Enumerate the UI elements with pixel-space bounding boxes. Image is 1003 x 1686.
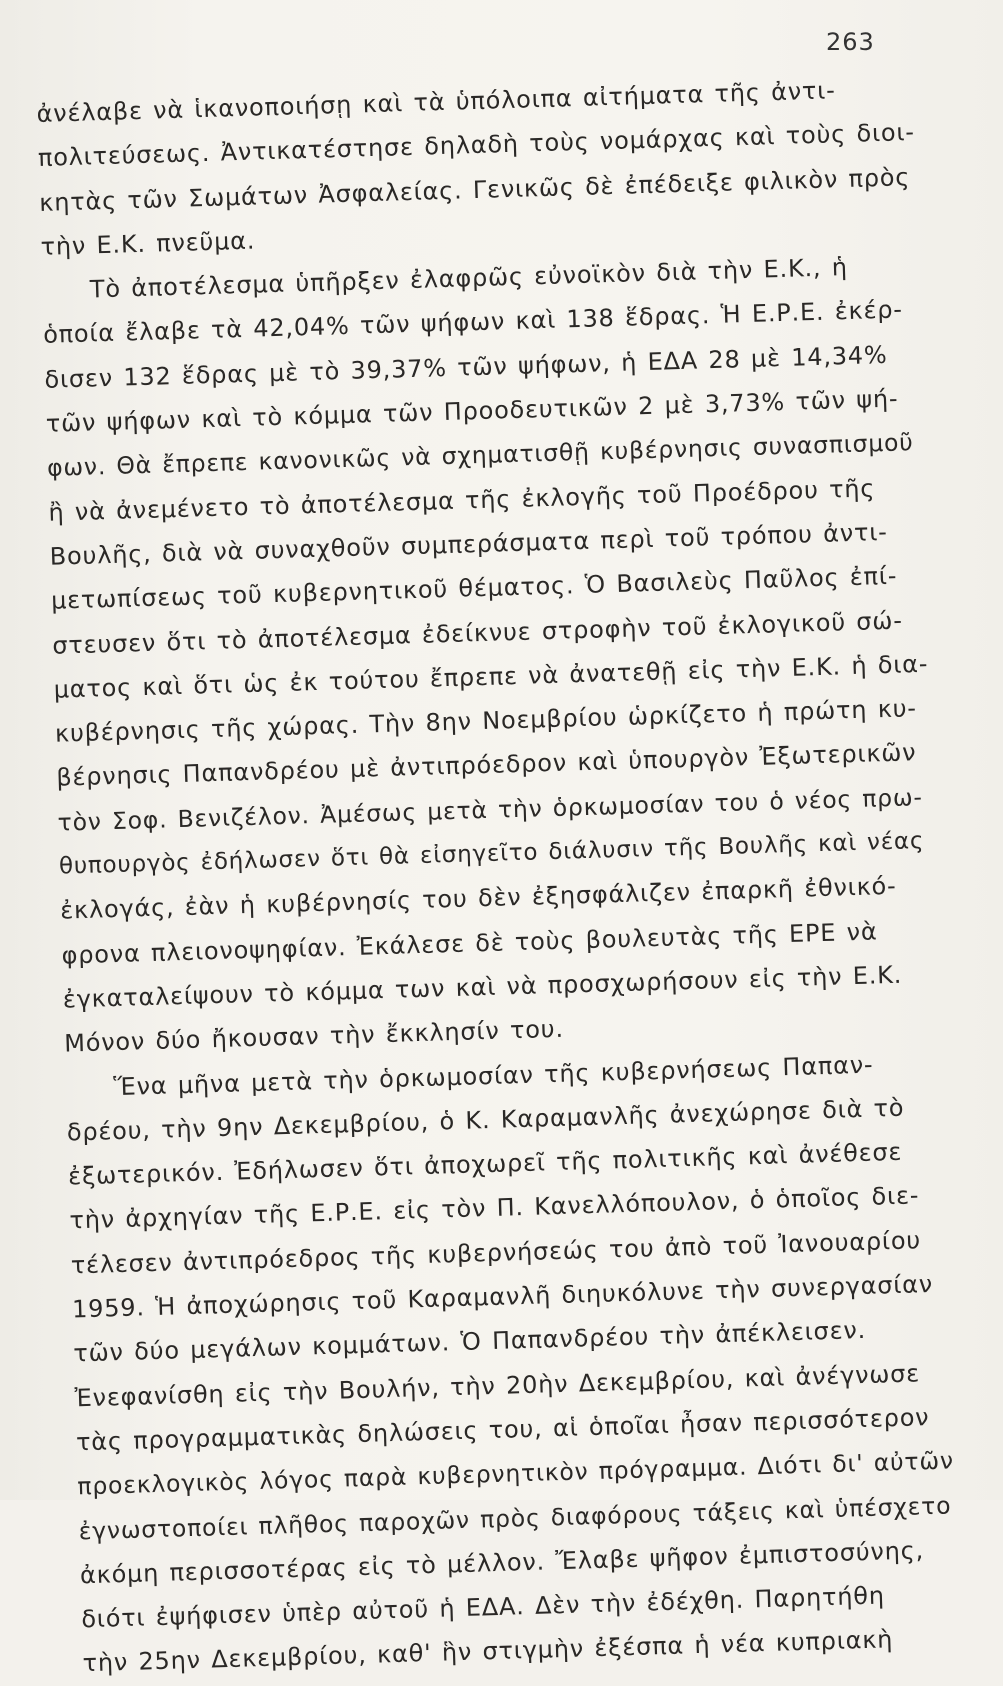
text-line: κητὰς τῶν Σωμάτων Ἀσφαλείας. Γενικῶς δὲ ἐπέδειξε φιλικὸν πρὸς: [38, 162, 911, 217]
text-line: τὰς προγραμματικὰς δηλώσεις του, αἱ ὁποῖαι ἦσαν περισσότερον: [75, 1402, 930, 1457]
text-line: ματος καὶ ὅτι ὡς ἐκ τούτου ἔπρεπε νὰ ἀνατεθῇ εἰς τὴν Ε.Κ. ἡ δια-: [53, 649, 929, 704]
text-line: διότι ἐψήφισεν ὑπὲρ αὐτοῦ ἡ ΕΔΑ. Δὲν τὴν ἐδέχθη. Παρητήθη: [80, 1581, 886, 1634]
text-line: ἐκλογάς, ἐὰν ἡ κυβέρνησίς του δὲν ἐξησφάλιζεν ἐπαρκῆ ἐθνικό-: [59, 872, 897, 925]
text-line: τὴν Ε.Κ. πνεῦμα.: [40, 226, 256, 261]
text-line: τὸν Σοφ. Βενιζέλον. Ἀμέσως μετὰ τὴν ὁρκωμοσίαν του ὁ νέος πρω-: [57, 782, 924, 837]
text-line: ὁποία ἔλαβε τὰ 42,04% τῶν ψήφων καὶ 138 ἕδρας. Ἡ Ε.Ρ.Ε. ἐκέρ-: [42, 295, 904, 350]
page-number: 263: [826, 28, 875, 56]
text-line: κυβέρνησις τῆς χώρας. Τὴν 8ην Νοεμβρίου ὡρκίζετο ἡ πρώτη κυ-: [54, 694, 918, 748]
text-line: ἐγνωστοποίει πλῆθος παροχῶν πρὸς διαφόρους τάξεις καὶ ὑπέσχετο: [78, 1490, 952, 1545]
text-line: φρονα πλειονοψηφίαν. Ἐκάλεσε δὲ τοὺς βουλευτὰς τῆς ΕΡΕ νὰ: [61, 917, 878, 970]
text-line: φων. Θὰ ἔπρεπε κανονικῶς νὰ σχηματισθῇ κυβέρνησις συνασπισμοῦ: [46, 428, 914, 483]
text-line: ἐγκαταλείψουν τὸ κόμμα των καὶ νὰ προσχωρήσουν εἰς τὴν Ε.Κ.: [62, 960, 903, 1014]
text-line: Ἐνεφανίσθη εἰς τὴν Βουλήν, τὴν 20ὴν Δεκεμβρίου, καὶ ἀνέγνωσε: [74, 1358, 921, 1413]
text-line: 1959. Ἡ ἀποχώρησις τοῦ Καραμανλῆ διηυκόλυνε τὴν συνεργασίαν: [71, 1269, 934, 1324]
text-line: δρέου, τὴν 9ην Δεκεμβρίου, ὁ Κ. Καραμανλῆς ἀνεχώρησε διὰ τὸ: [66, 1093, 905, 1147]
text-line: στευσεν ὅτι τὸ ἀποτέλεσμα ἐδείκνυε στροφὴν τοῦ ἐκλογικοῦ σώ-: [52, 606, 904, 660]
text-line: τὴν ἀρχηγίαν τῆς Ε.Ρ.Ε. εἰς τὸν Π. Κανελλόπουλον, ὁ ὁποῖος διε-: [69, 1181, 920, 1235]
text-line: ἐξωτερικόν. Ἐδήλωσεν ὅτι ἀποχωρεῖ τῆς πολιτικῆς καὶ ἀνέθεσε: [67, 1137, 903, 1191]
text-line: Ἕνα μῆνα μετὰ τὴν ὁρκωμοσίαν τῆς κυβερνήσεως Παπαν-: [113, 1050, 874, 1101]
text-line: ἀνέλαβε νὰ ἱκανοποιήσῃ καὶ τὰ ὑπόλοιπα αἰτήματα τῆς ἀντι-: [36, 76, 836, 128]
text-line: Μόνον δύο ἤκουσαν τὴν ἔκκλησίν του.: [63, 1014, 565, 1058]
text-line: θυπουργὸς ἐδήλωσεν ὅτι θὰ εἰσηγεῖτο διάλυσιν τῆς Βουλῆς καὶ νέας: [58, 828, 925, 880]
text-line: ἀκόμη περισσοτέρας εἰς τὸ μέλλον. Ἔλαβε ψῆφον ἐμπιστοσύνης,: [79, 1536, 925, 1590]
text-line: τῶν δύο μεγάλων κομμάτων. Ὁ Παπανδρέου τὴν ἀπέκλεισεν.: [73, 1316, 867, 1368]
text-line: προεκλογικὸς λόγος παρὰ κυβερνητικὸν πρόγραμμα. Διότι δι' αὐτῶν: [76, 1446, 955, 1501]
text-line: ἢ νὰ ἀνεμένετο τὸ ἀποτέλεσμα τῆς ἐκλογῆς τοῦ Προέδρου τῆς: [48, 473, 876, 527]
text-line: Βουλῆς, διὰ νὰ συναχθοῦν συμπεράσματα περὶ τοῦ τρόπου ἀντι-: [49, 517, 888, 571]
text-line: Τὸ ἀποτέλεσμα ὑπῆρξεν ἐλαφρῶς εὐνοϊκὸν διὰ τὴν Ε.Κ., ἡ: [89, 253, 849, 304]
text-line: τῶν ψήφων καὶ τὸ κόμμα τῶν Προοδευτικῶν 2 μὲ 3,73% τῶν ψή-: [45, 384, 899, 438]
text-line: δισεν 132 ἕδρας μὲ τὸ 39,37% τῶν ψήφων, ἡ ΕΔΑ 28 μὲ 14,34%: [44, 340, 888, 394]
text-line: μετωπίσεως τοῦ κυβερνητικοῦ θέματος. Ὁ Βασιλεὺς Παῦλος ἐπί-: [50, 561, 898, 616]
text-line: τὴν 25ην Δεκεμβρίου, καθ' ἣν στιγμὴν ἐξέσπα ἡ νέα κυπριακὴ: [82, 1625, 894, 1678]
body-text: [36, 66, 963, 1686]
text-line: τέλεσεν ἀντιπρόεδρος τῆς κυβερνήσεώς του ἀπὸ τοῦ Ἰανουαρίου: [70, 1225, 922, 1280]
text-line: πολιτεύσεως. Ἀντικατέστησε δηλαδὴ τοὺς νομάρχας καὶ τοὺς διοι-: [37, 118, 916, 173]
text-line: βέρνησις Παπανδρέου μὲ ἀντιπρόεδρον καὶ ὑπουργὸν Ἐξωτερικῶν: [55, 738, 917, 793]
